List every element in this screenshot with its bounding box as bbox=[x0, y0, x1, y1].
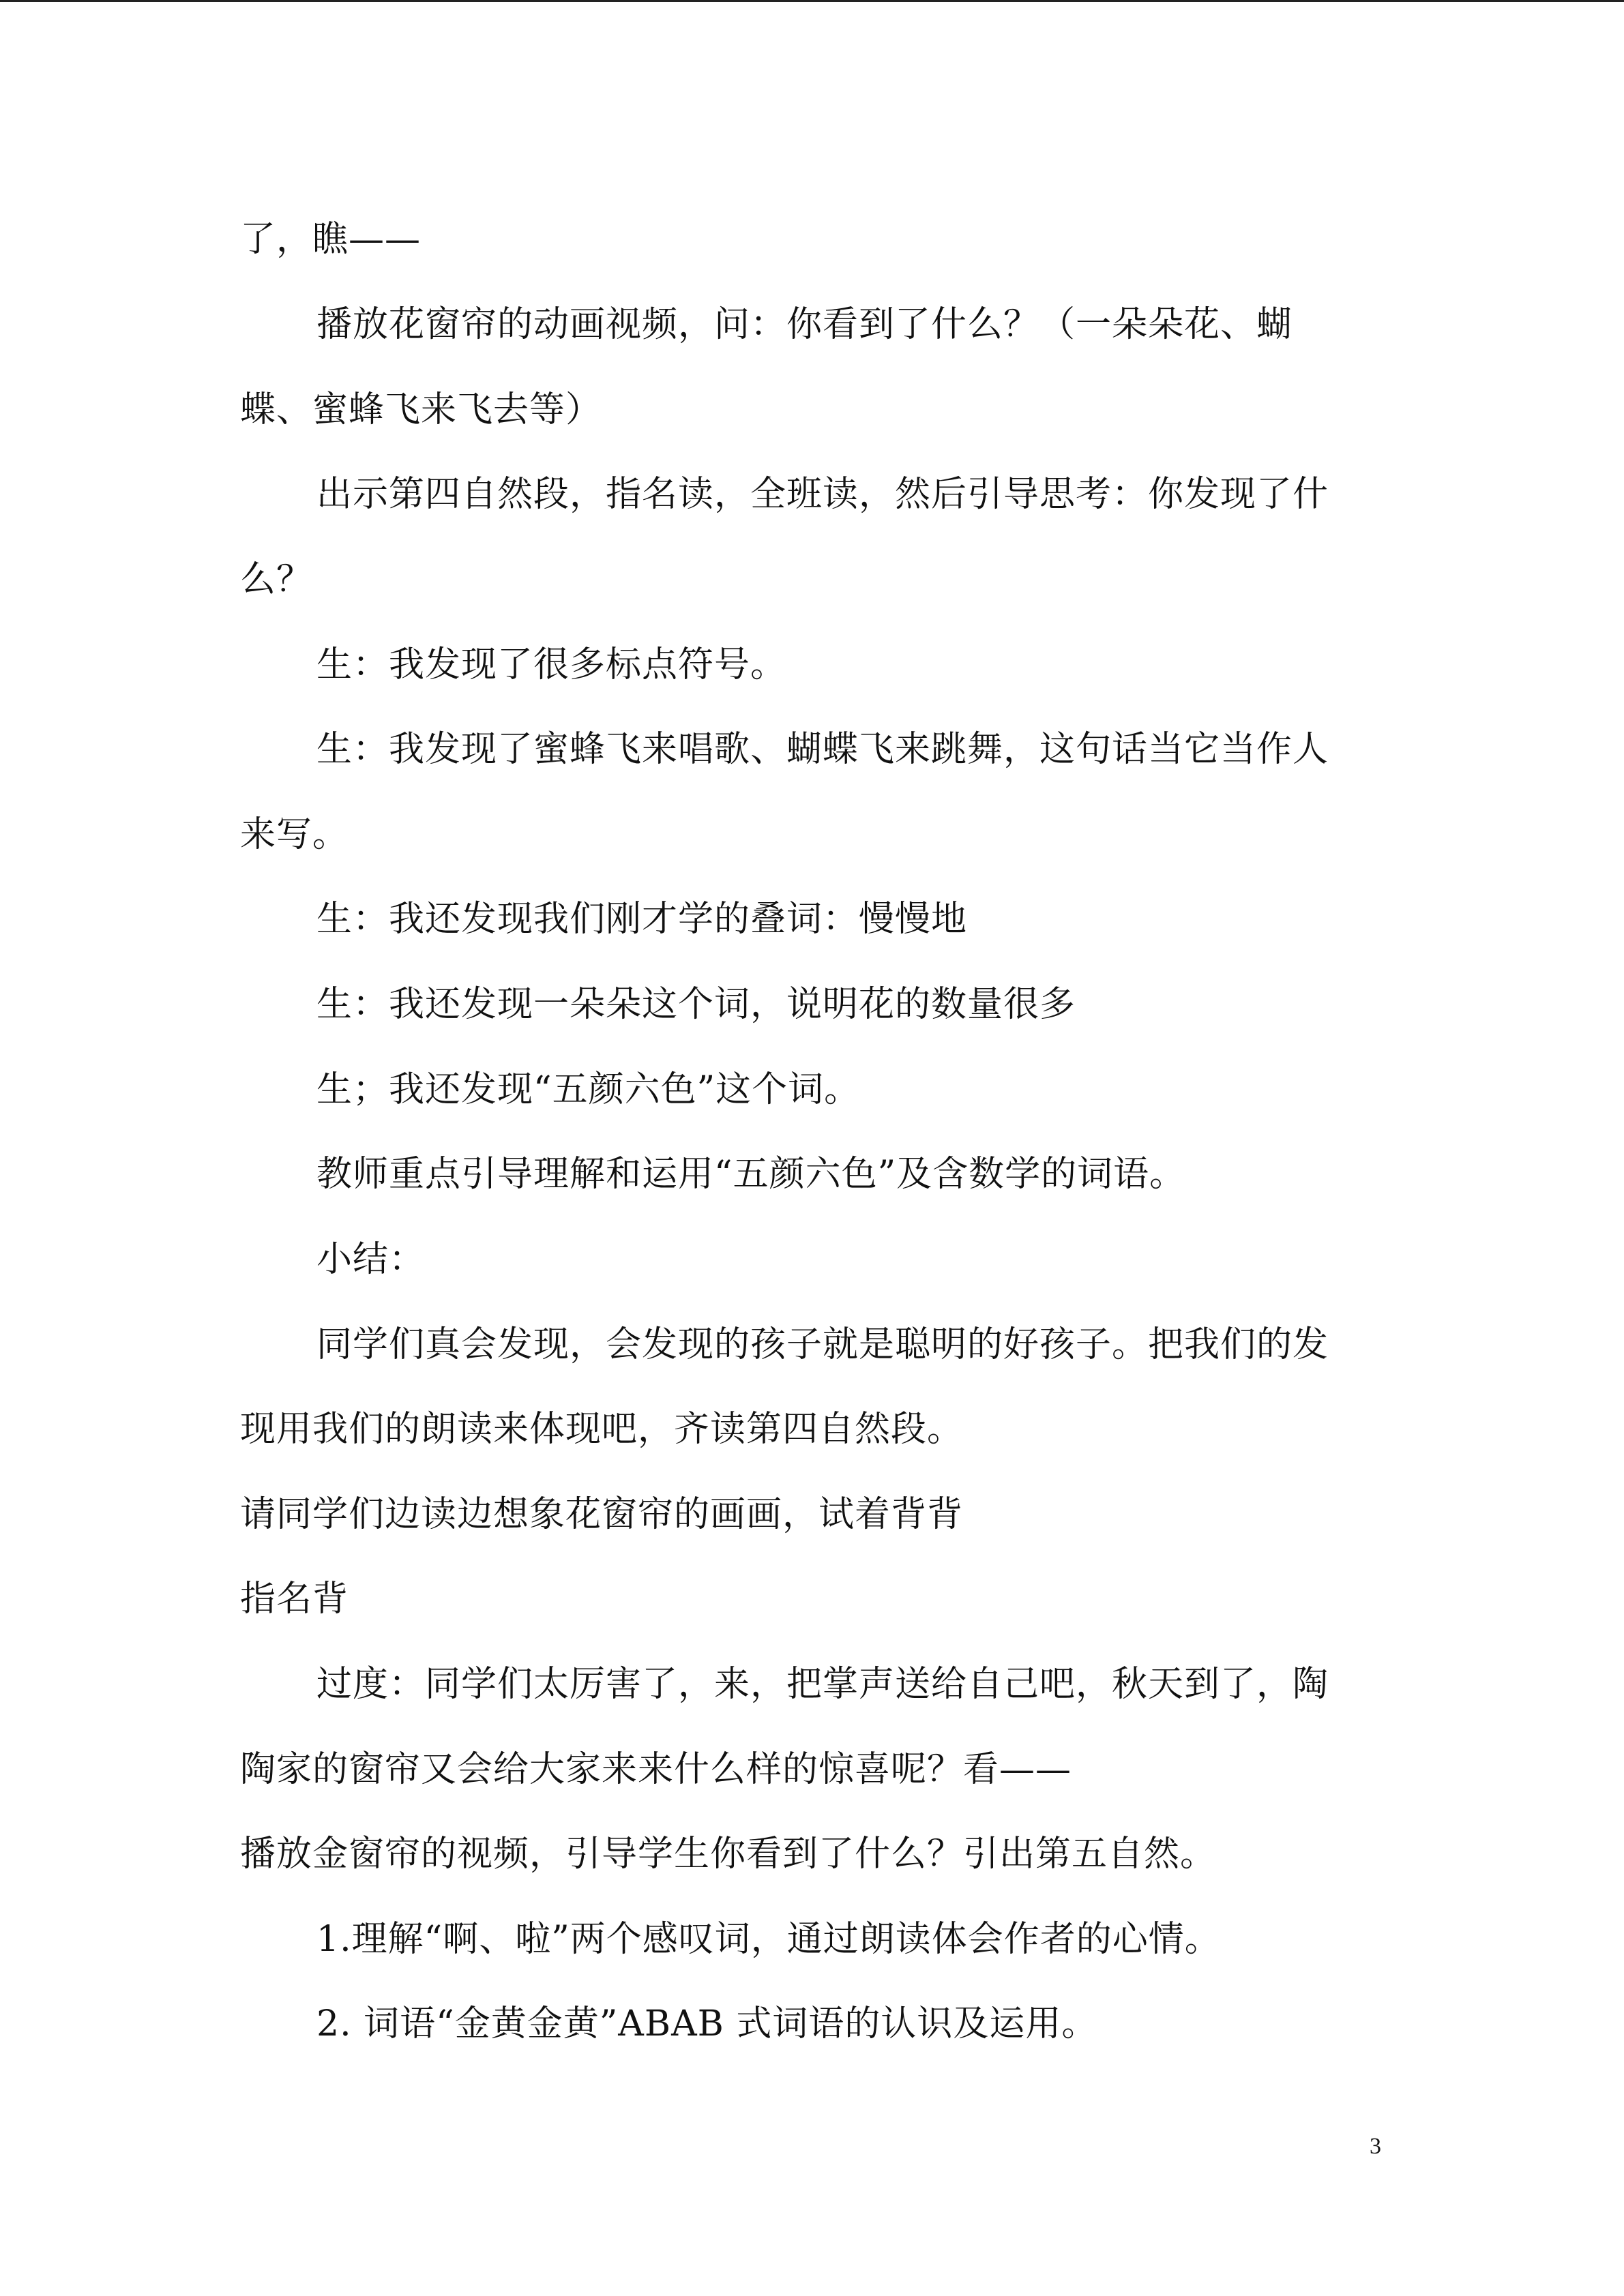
text-line-6: 生：我发现了很多标点符号。 bbox=[316, 644, 787, 685]
text-line-7: 生：我发现了蜜蜂飞来唱歌、蝴蝶飞来跳舞，这句话当它当作人 bbox=[316, 729, 1329, 770]
text-line-4: 出示第四自然段，指名读，全班读，然后引导思考：你发现了什 bbox=[316, 474, 1329, 515]
text-line-18: 过度：同学们太厉害了，来，把掌声送给自己吧，秋天到了，陶 bbox=[316, 1664, 1329, 1705]
text-line-8: 来写。 bbox=[240, 814, 349, 855]
text-line-17: 指名背 bbox=[240, 1579, 349, 1620]
text-line-19: 陶家的窗帘又会给大家来来什么样的惊喜呢？看—— bbox=[240, 1749, 1072, 1790]
text-line-15: 现用我们的朗读来体现吧，齐读第四自然段。 bbox=[240, 1409, 964, 1450]
text-line-21: 1.理解“啊、啦”两个感叹词，通过朗读体会作者的心情。 bbox=[316, 1919, 1221, 1960]
text-line-3: 蝶、蜜蜂飞来飞去等） bbox=[240, 389, 602, 430]
text-line-20: 播放金窗帘的视频，引导学生你看到了什么？引出第五自然。 bbox=[240, 1834, 1217, 1875]
text-line-1: 了，瞧—— bbox=[240, 219, 422, 260]
text-line-10: 生：我还发现一朵朵这个词，说明花的数量很多 bbox=[316, 984, 1076, 1025]
text-line-14: 同学们真会发现，会发现的孩子就是聪明的好孩子。把我们的发 bbox=[316, 1324, 1329, 1365]
text-line-5: 么？ bbox=[240, 559, 313, 600]
text-line-22: 2. 词语“金黄金黄”ABAB 式词语的认识及运用。 bbox=[316, 2003, 1098, 2044]
text-line-9: 生：我还发现我们刚才学的叠词：慢慢地 bbox=[316, 899, 968, 940]
text-line-11: 生；我还发现“五颜六色”这个词。 bbox=[316, 1069, 861, 1110]
text-line-16: 请同学们边读边想象花窗帘的画画，试着背背 bbox=[240, 1494, 964, 1535]
page-number: 3 bbox=[1370, 2134, 1381, 2159]
text-line-12: 教师重点引导理解和运用“五颜六色”及含数学的词语。 bbox=[316, 1154, 1186, 1195]
text-line-13: 小结： bbox=[316, 1239, 426, 1280]
text-line-2: 播放花窗帘的动画视频，问：你看到了什么？（一朵朵花、蝴 bbox=[316, 304, 1293, 345]
